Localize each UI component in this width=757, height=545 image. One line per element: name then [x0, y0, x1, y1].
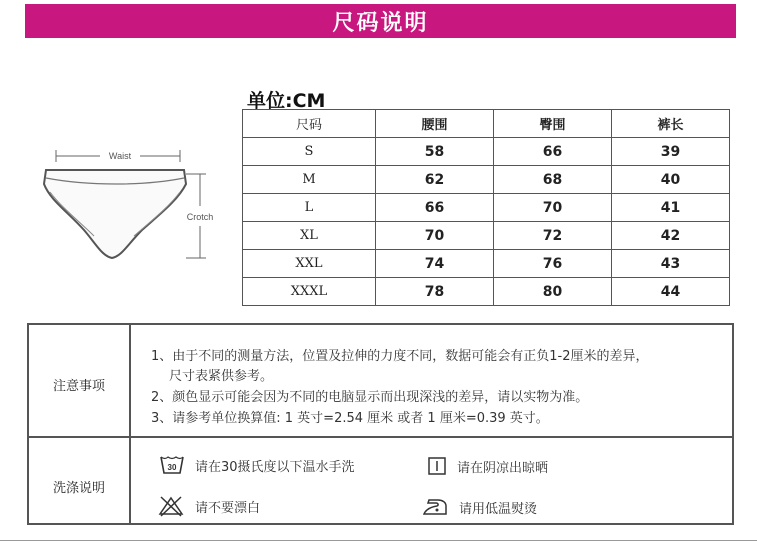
wash-text: 请不要漂白	[195, 500, 261, 516]
hand-wash-30-icon	[159, 454, 185, 476]
underwear-diagram	[28, 140, 228, 290]
size-cell: XXXL	[243, 278, 376, 306]
waist-cell: 74	[376, 250, 494, 278]
notes-label: 注意事项	[52, 379, 105, 394]
header-size: 尺码	[243, 110, 376, 138]
crotch-label: Crotch	[186, 212, 214, 222]
size-cell: M	[243, 166, 376, 194]
wash-text: 请在30摄氏度以下温水手洗	[195, 459, 355, 475]
hip-cell: 76	[494, 250, 612, 278]
unit-label: 单位:CM	[247, 90, 326, 112]
header-length: 裤长	[612, 110, 730, 138]
table-row	[243, 194, 730, 222]
header-hip: 臀围	[494, 110, 612, 138]
washing-label: 洗涤说明	[52, 481, 105, 496]
table-row	[243, 138, 730, 166]
wash-item	[427, 456, 548, 476]
size-cell: L	[243, 194, 376, 222]
note-line: 3、请参考单位换算值: 1 英寸=2.54 厘米 或者 1 厘米=0.39 英寸。	[151, 411, 549, 426]
size-cell: XL	[243, 222, 376, 250]
table-row	[243, 278, 730, 306]
waist-cell: 58	[376, 138, 494, 166]
length-cell: 41	[612, 194, 730, 222]
divider	[129, 325, 131, 523]
wash-text: 请在阴凉出晾晒	[457, 460, 549, 476]
waist-cell: 78	[376, 278, 494, 306]
divider	[0, 540, 757, 541]
table-row	[243, 250, 730, 278]
svg-text:30: 30	[167, 463, 177, 472]
size-cell: XXL	[243, 250, 376, 278]
hip-cell: 66	[494, 138, 612, 166]
table-row	[243, 166, 730, 194]
waist-label: Waist	[108, 151, 132, 161]
title-banner	[25, 4, 736, 38]
waist-cell: 66	[376, 194, 494, 222]
wash-item	[157, 495, 260, 517]
wash-item	[421, 497, 537, 517]
no-bleach-icon	[157, 495, 185, 517]
length-cell: 42	[612, 222, 730, 250]
size-table	[242, 109, 730, 306]
hip-cell: 68	[494, 166, 612, 194]
length-cell: 43	[612, 250, 730, 278]
dry-in-shade-icon	[427, 456, 447, 476]
size-cell: S	[243, 138, 376, 166]
waist-cell: 70	[376, 222, 494, 250]
low-iron-icon	[421, 497, 449, 517]
length-cell: 44	[612, 278, 730, 306]
header-waist: 腰围	[376, 110, 494, 138]
length-cell: 40	[612, 166, 730, 194]
waist-cell: 62	[376, 166, 494, 194]
hip-cell: 80	[494, 278, 612, 306]
table-row	[243, 222, 730, 250]
length-cell: 39	[612, 138, 730, 166]
wash-item	[159, 454, 355, 476]
hip-cell: 70	[494, 194, 612, 222]
page-title: 尺码说明	[332, 10, 429, 36]
notes-panel	[27, 323, 734, 525]
divider	[29, 436, 732, 438]
size-table-header	[243, 110, 730, 138]
hip-cell: 72	[494, 222, 612, 250]
note-line: 2、颜色显示可能会因为不同的电脑显示而出现深浅的差异，请以实物为准。	[151, 390, 589, 405]
wash-text: 请用低温熨烫	[459, 501, 538, 517]
note-line: 尺寸表紧供参考。	[169, 369, 274, 384]
note-line: 1、由于不同的测量方法，位置及拉伸的力度不同，数据可能会有正负1-2厘米的差异，	[151, 349, 649, 364]
underwear-icon	[44, 170, 186, 258]
